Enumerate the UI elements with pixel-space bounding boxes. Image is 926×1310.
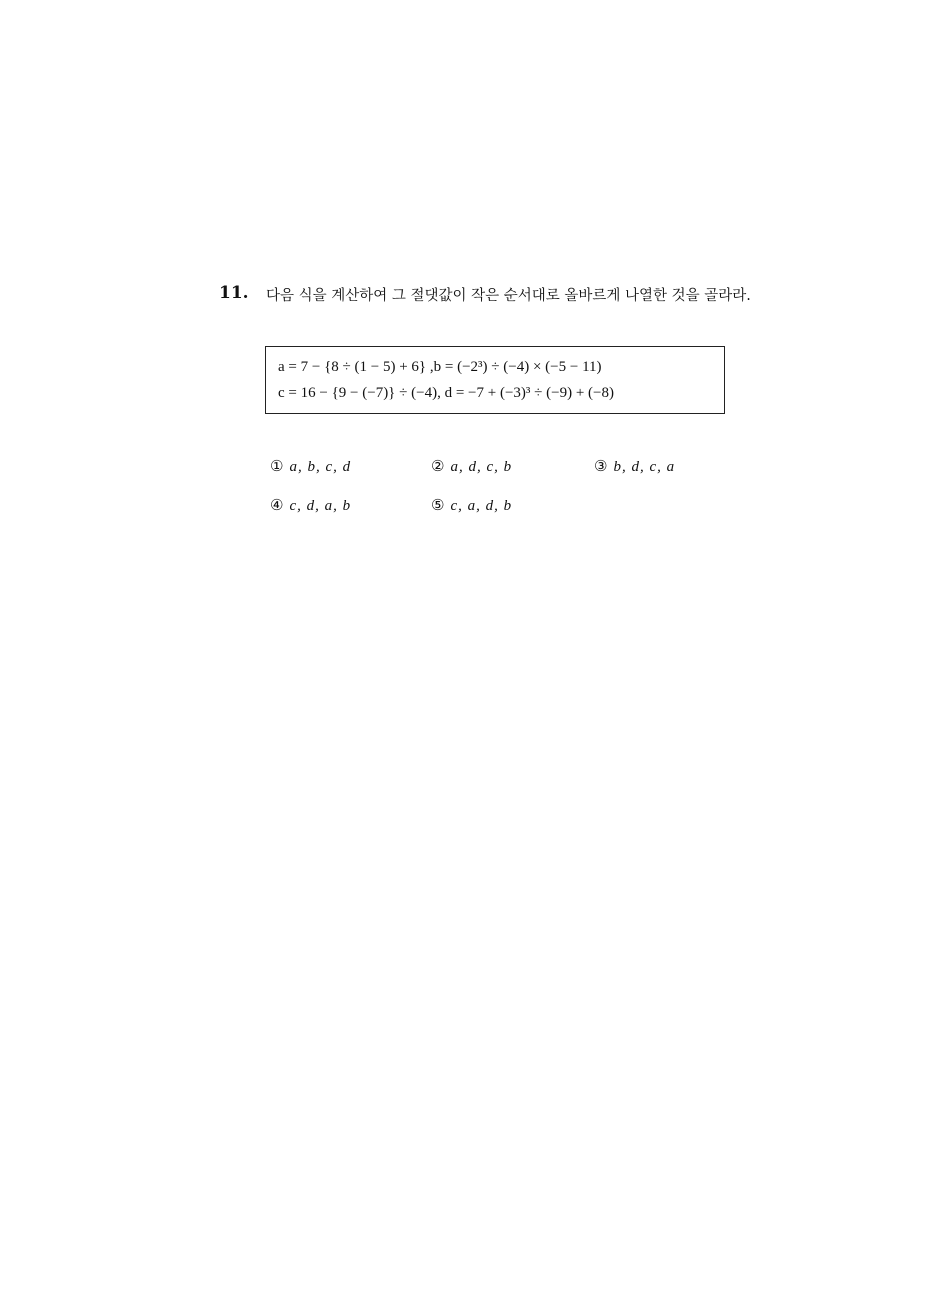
choice-1[interactable]: [270, 457, 351, 476]
choice-5-text: c, a, d, b: [450, 498, 513, 514]
choice-5[interactable]: [431, 496, 512, 515]
question-text: 다음 식을 계산하여 그 절댓값이 작은 순서대로 올바르게 나열한 것을 골라라.: [266, 288, 751, 304]
formula-box: [265, 346, 725, 414]
choice-2-mark: ②: [431, 457, 445, 475]
choice-5-mark: ⑤: [431, 496, 445, 514]
choice-2[interactable]: [431, 457, 512, 476]
choice-3[interactable]: [594, 457, 675, 476]
choice-4-text: c, d, a, b: [289, 498, 352, 514]
choice-1-mark: ①: [270, 457, 284, 475]
choice-4-mark: ④: [270, 496, 284, 514]
choice-4[interactable]: [270, 496, 351, 515]
question-number: 11.: [219, 283, 249, 303]
choice-3-text: b, d, c, a: [613, 459, 676, 475]
choice-2-text: a, d, c, b: [450, 459, 513, 475]
formula-line-2: c = 16 − {9 − (−7)} ÷ (−4), d = −7 + (−3)³ ÷ (−9) + (−8): [278, 385, 614, 401]
choice-3-mark: ③: [594, 457, 608, 475]
choice-1-text: a, b, c, d: [289, 459, 352, 475]
formula-line-1: a = 7 − {8 ÷ (1 − 5) + 6} ,b = (−2³) ÷ (−4) × (−5 − 11): [278, 359, 602, 375]
